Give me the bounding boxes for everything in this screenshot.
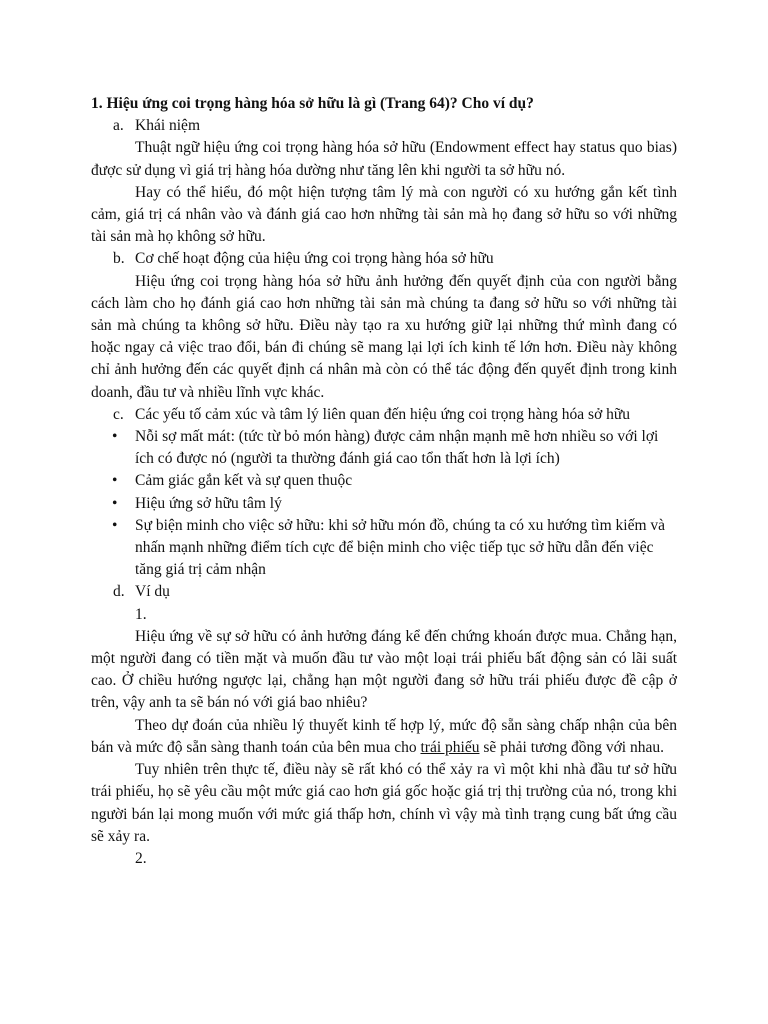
- example-2-number: 2.: [135, 849, 147, 867]
- section-d-heading: [91, 581, 677, 603]
- example-1-number: 1.: [135, 605, 147, 623]
- section-a-letter: a.: [113, 117, 124, 135]
- section-b-paragraph-1: Hiệu ứng coi trọng hàng hóa sở hữu ảnh hưởng đến quyết định của con người bằng cách làm cho họ đánh giá cao hơn những tài sản mà chúng ta đang sở hữu so với những tài sản mà chúng ta không sở hữu. Điều này tạo ra xu hướng giữ lại những thứ mình đang có hoặc ngay cả việc trao đổi, bán đi chúng sẽ mang lại lợi ích kinh tế lớn hơn. Điều này không chỉ ảnh hưởng đến các quyết định cá nhân mà còn có thể tác động đến quyết định trong kinh doanh, đầu tư và nhiều lĩnh vực khác.: [91, 272, 677, 401]
- document-page: [91, 93, 677, 870]
- section-a-paragraph-2: Hay có thể hiểu, đó một hiện tượng tâm lý mà con người có xu hướng gắn kết tình cảm, giá trị cá nhân vào và đánh giá cao hơn những tài sản mà họ đang sở hữu so với những tài sản mà họ không sở hữu.: [91, 183, 677, 246]
- bullet-icon: •: [112, 472, 118, 490]
- example-1-paragraph-2: [91, 715, 677, 759]
- example-1-paragraph-2-end: sẽ phải tương đồng với nhau.: [479, 738, 664, 756]
- bullet-icon: •: [112, 494, 118, 512]
- section-a-heading: [91, 115, 677, 137]
- bullet-item: [91, 515, 677, 582]
- bullet-text: Sự biện minh cho việc sở hữu: khi sở hữu món đồ, chúng ta có xu hướng tìm kiếm và nhấn mạnh những điểm tích cực để biện minh cho việc tiếp tục sở hữu dẫn đến việc tăng giá trị cảm nhận: [135, 516, 666, 579]
- bullet-text: Cảm giác gắn kết và sự quen thuộc: [135, 472, 353, 490]
- section-d-letter: d.: [113, 583, 125, 601]
- section-d-heading-text: Ví dụ: [135, 583, 170, 601]
- bullet-icon: •: [112, 428, 118, 446]
- section-b-letter: b.: [113, 250, 125, 268]
- example-1-paragraph-3: Tuy nhiên trên thực tế, điều này sẽ rất khó có thể xảy ra vì một khi nhà đầu tư sở hữu trái phiếu, họ sẽ yêu cầu một mức giá cao hơn giá gốc hoặc giá trị thị trường của nó, trong khi người bán lại mong muốn với mức giá thấp hơn, chính vì vậy mà tình trạng cung bất ứng cầu sẽ xảy ra.: [91, 761, 677, 845]
- bullet-item: [91, 426, 677, 470]
- bond-link[interactable]: trái phiếu: [420, 738, 480, 756]
- bullet-text: Nỗi sợ mất mát: (tức từ bỏ món hàng) được cảm nhận mạnh mẽ hơn nhiều so với lợi ích có được nó (người ta thường đánh giá cao tổn thất hơn là lợi ích): [135, 428, 659, 468]
- example-1-paragraph-1: Hiệu ứng về sự sở hữu có ảnh hưởng đáng kể đến chứng khoán được mua. Chẳng hạn, một người đang có tiền mặt và muốn đầu tư vào một loại trái phiếu bất động sản có lãi suất cao. Ở chiều hướng ngược lại, chẳng hạn một người đang sở hữu trái phiếu được đề cập ở trên, vậy anh ta sẽ bán nó với giá bao nhiêu?: [91, 627, 677, 712]
- bullet-item: [91, 470, 677, 492]
- section-c-heading: [91, 404, 677, 426]
- bullet-item: [91, 493, 677, 515]
- question-title: 1. Hiệu ứng coi trọng hàng hóa sở hữu là gì (Trang 64)? Cho ví dụ?: [91, 95, 534, 112]
- bullet-icon: •: [112, 516, 118, 534]
- section-c-heading-text: Các yếu tố cảm xúc và tâm lý liên quan đến hiệu ứng coi trọng hàng hóa sở hữu: [135, 405, 631, 423]
- example-1-paragraph-2-start: Theo dự đoán của nhiều lý thuyết kinh tế hợp lý, mức độ sẵn sàng chấp nhận của bên bán và mức độ sẵn sàng thanh toán của bên mua cho: [91, 716, 677, 756]
- section-a-paragraph-1: Thuật ngữ hiệu ứng coi trọng hàng hóa sở hữu (Endowment effect hay status quo bias) được sử dụng vì giá trị hàng hóa dường như tăng lên khi người ta sở hữu nó.: [91, 139, 677, 179]
- bullet-text: Hiệu ứng sở hữu tâm lý: [135, 494, 282, 512]
- section-b-heading: [91, 248, 677, 270]
- section-c-letter: c.: [113, 405, 124, 423]
- section-a-heading-text: Khái niệm: [135, 117, 200, 135]
- section-b-heading-text: Cơ chế hoạt động của hiệu ứng coi trọng hàng hóa sở hữu: [135, 250, 494, 268]
